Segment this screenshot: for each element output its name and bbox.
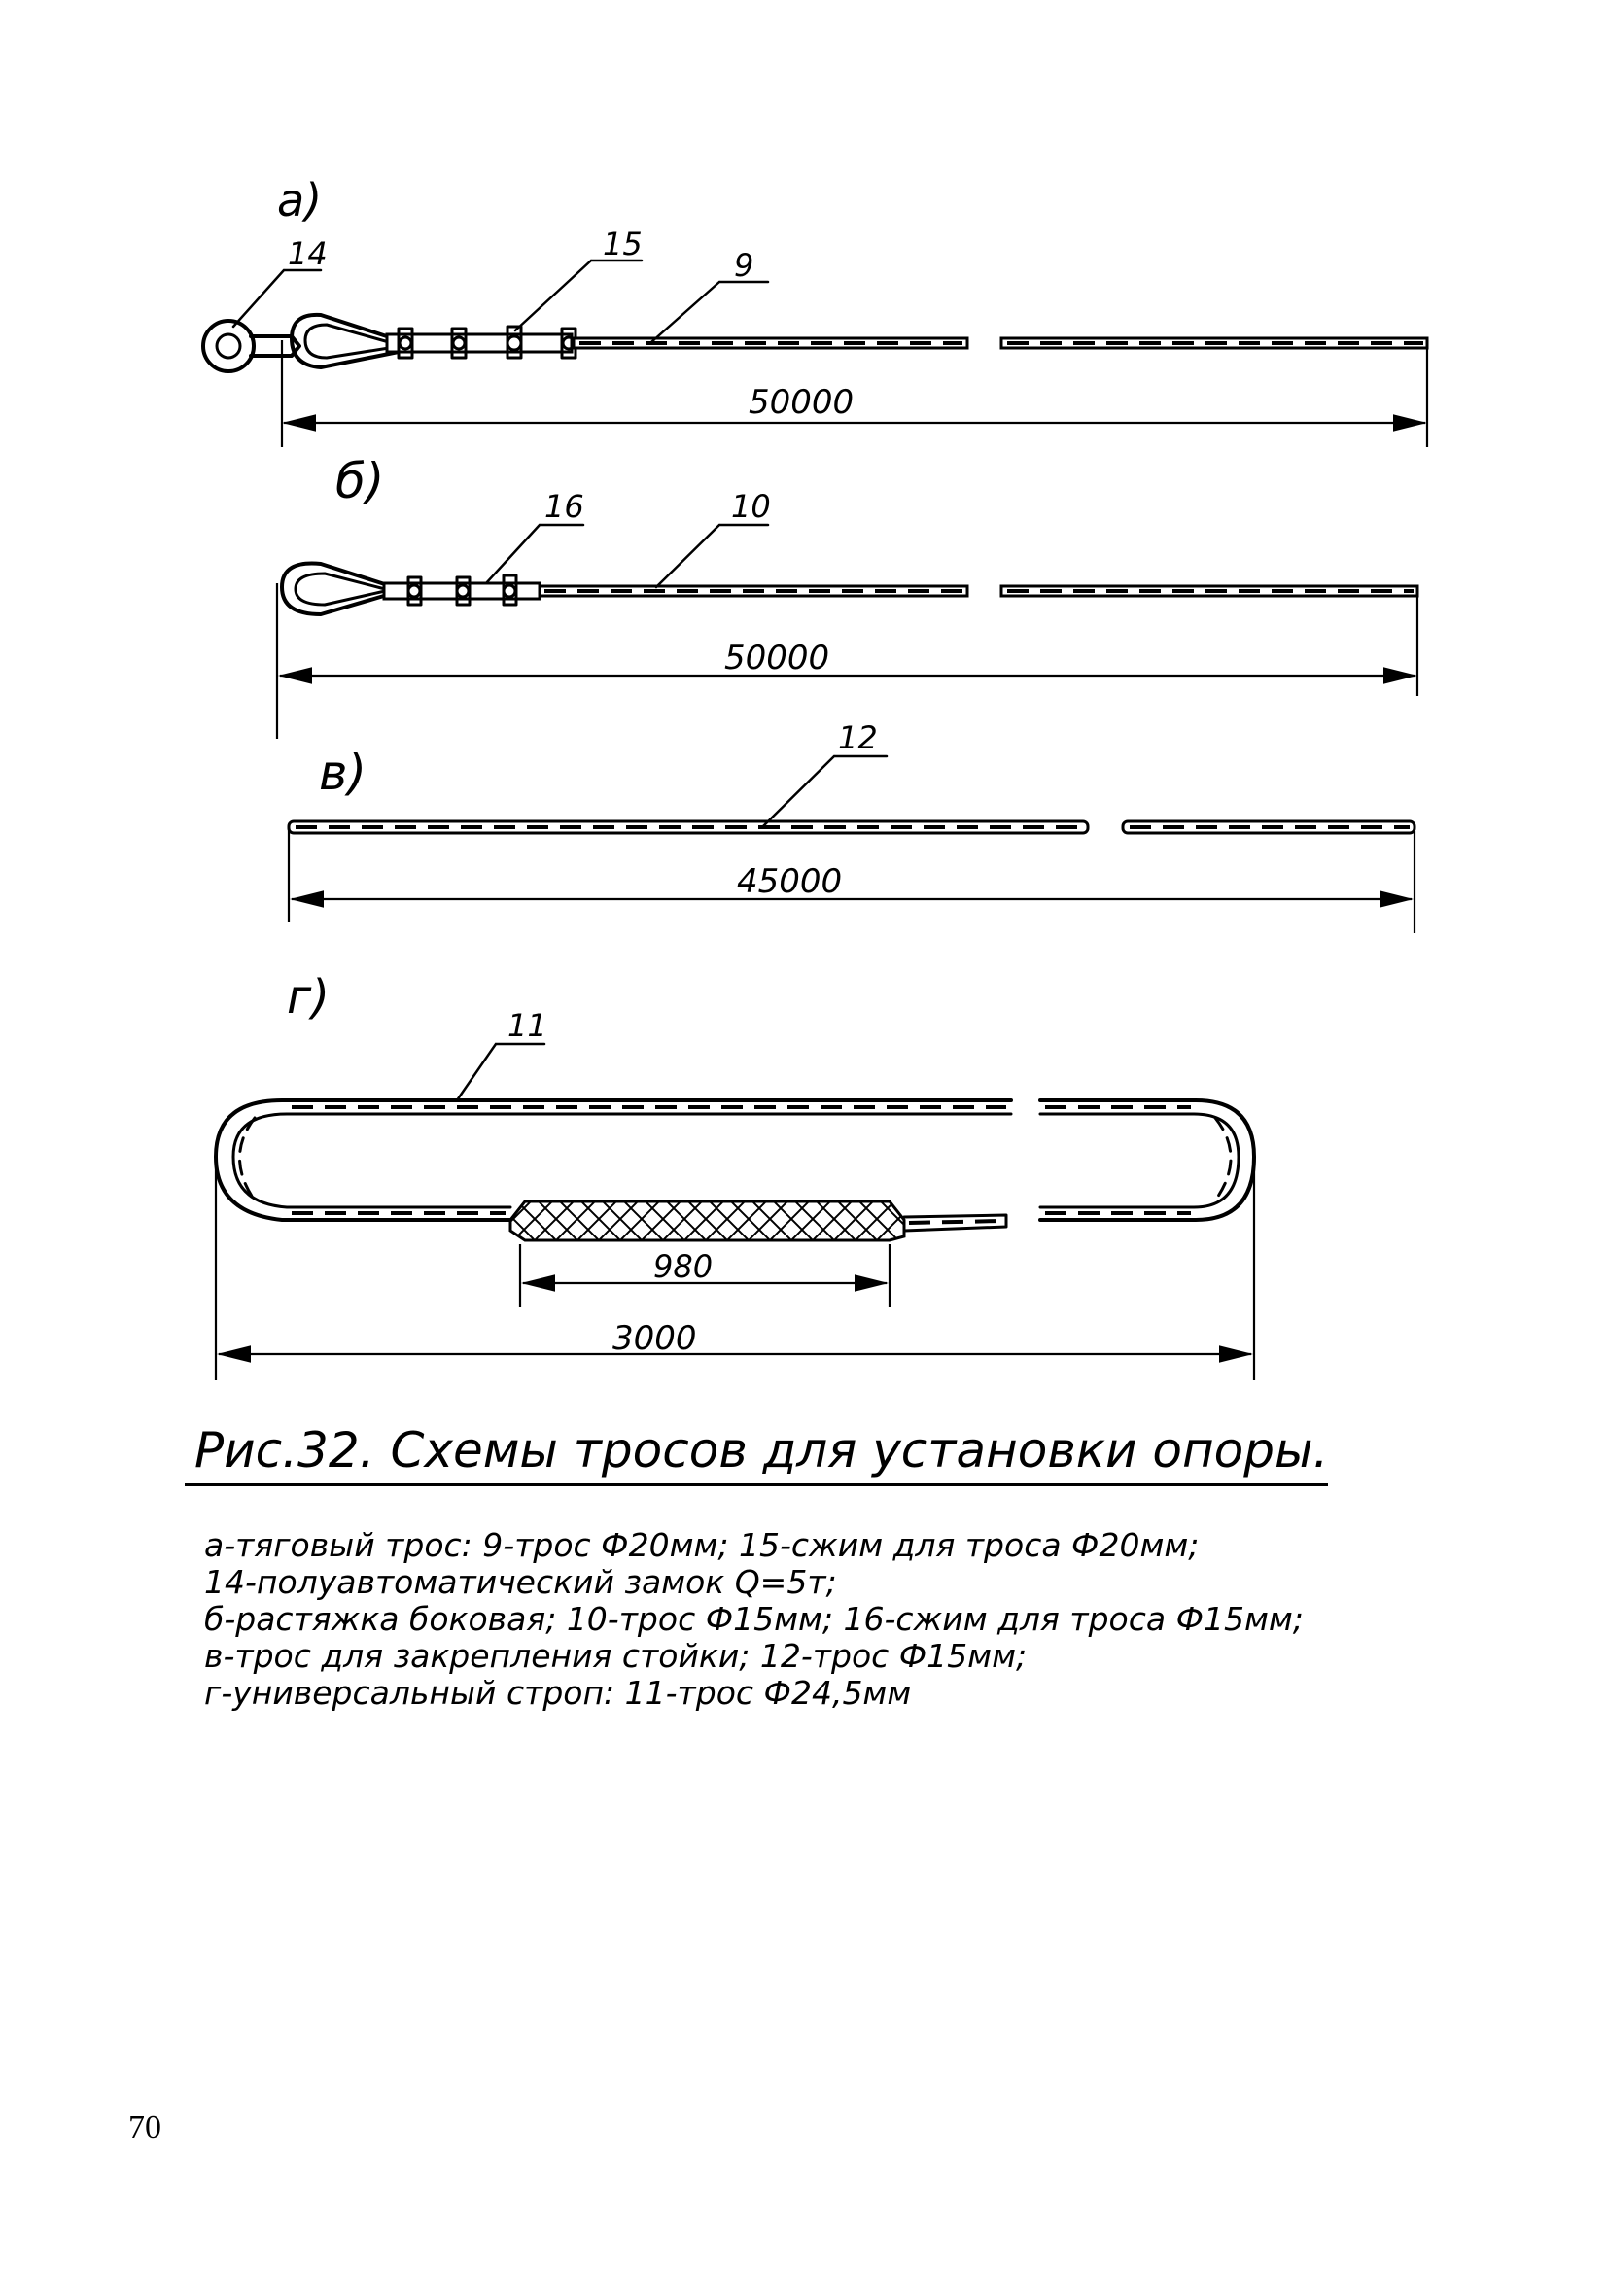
legend-line: а-тяговый трос: 9-трос Ф20мм; 15-сжим для троса Ф20мм; <box>204 1526 1200 1564</box>
callout-16: 16 <box>544 488 584 525</box>
part-d <box>216 970 1254 1380</box>
length-c: 45000 <box>737 862 843 901</box>
callout-14: 14 <box>288 235 328 272</box>
lock-ring <box>203 321 254 371</box>
legend-line: б-растяжка боковая; 10-трос Ф15мм; 16-сжим для троса Ф15мм; <box>204 1600 1304 1638</box>
part-c <box>289 719 1415 933</box>
clamps-15 <box>387 327 576 358</box>
splice-hatched <box>510 1201 904 1240</box>
part-d-letter: г) <box>287 970 330 1025</box>
part-c-letter: в) <box>319 745 367 801</box>
callout-12: 12 <box>838 719 878 756</box>
part-a-letter: а) <box>277 174 323 226</box>
caption-title: Рис.32. Схемы тросов для установки опоры. <box>185 1419 1328 1486</box>
sling-right-loop <box>1040 1100 1254 1220</box>
length-b: 50000 <box>724 639 830 678</box>
clamps-16 <box>384 575 540 605</box>
callout-10: 10 <box>731 488 771 525</box>
legend-line: в-трос для закрепления стойки; 12-трос Ф15мм; <box>204 1637 1028 1675</box>
part-b-letter: б) <box>335 453 385 509</box>
length-a: 50000 <box>749 383 855 422</box>
inner-length-d: 980 <box>653 1248 714 1285</box>
legend-line: 14-полуавтоматический замок Q=5т; <box>204 1563 837 1601</box>
figure-caption <box>185 1419 1478 1712</box>
length-d: 3000 <box>612 1319 697 1358</box>
callout-9: 9 <box>734 247 754 284</box>
legend-line: г-универсальный строп: 11-трос Ф24,5мм <box>204 1674 912 1712</box>
part-a <box>203 174 1427 447</box>
page-number: 70 <box>128 2109 161 2145</box>
callout-11: 11 <box>507 1007 547 1044</box>
caption-legend <box>185 1527 1478 1712</box>
thimble-loop-b <box>282 564 394 615</box>
part-b <box>277 453 1417 739</box>
callout-15: 15 <box>603 226 643 262</box>
